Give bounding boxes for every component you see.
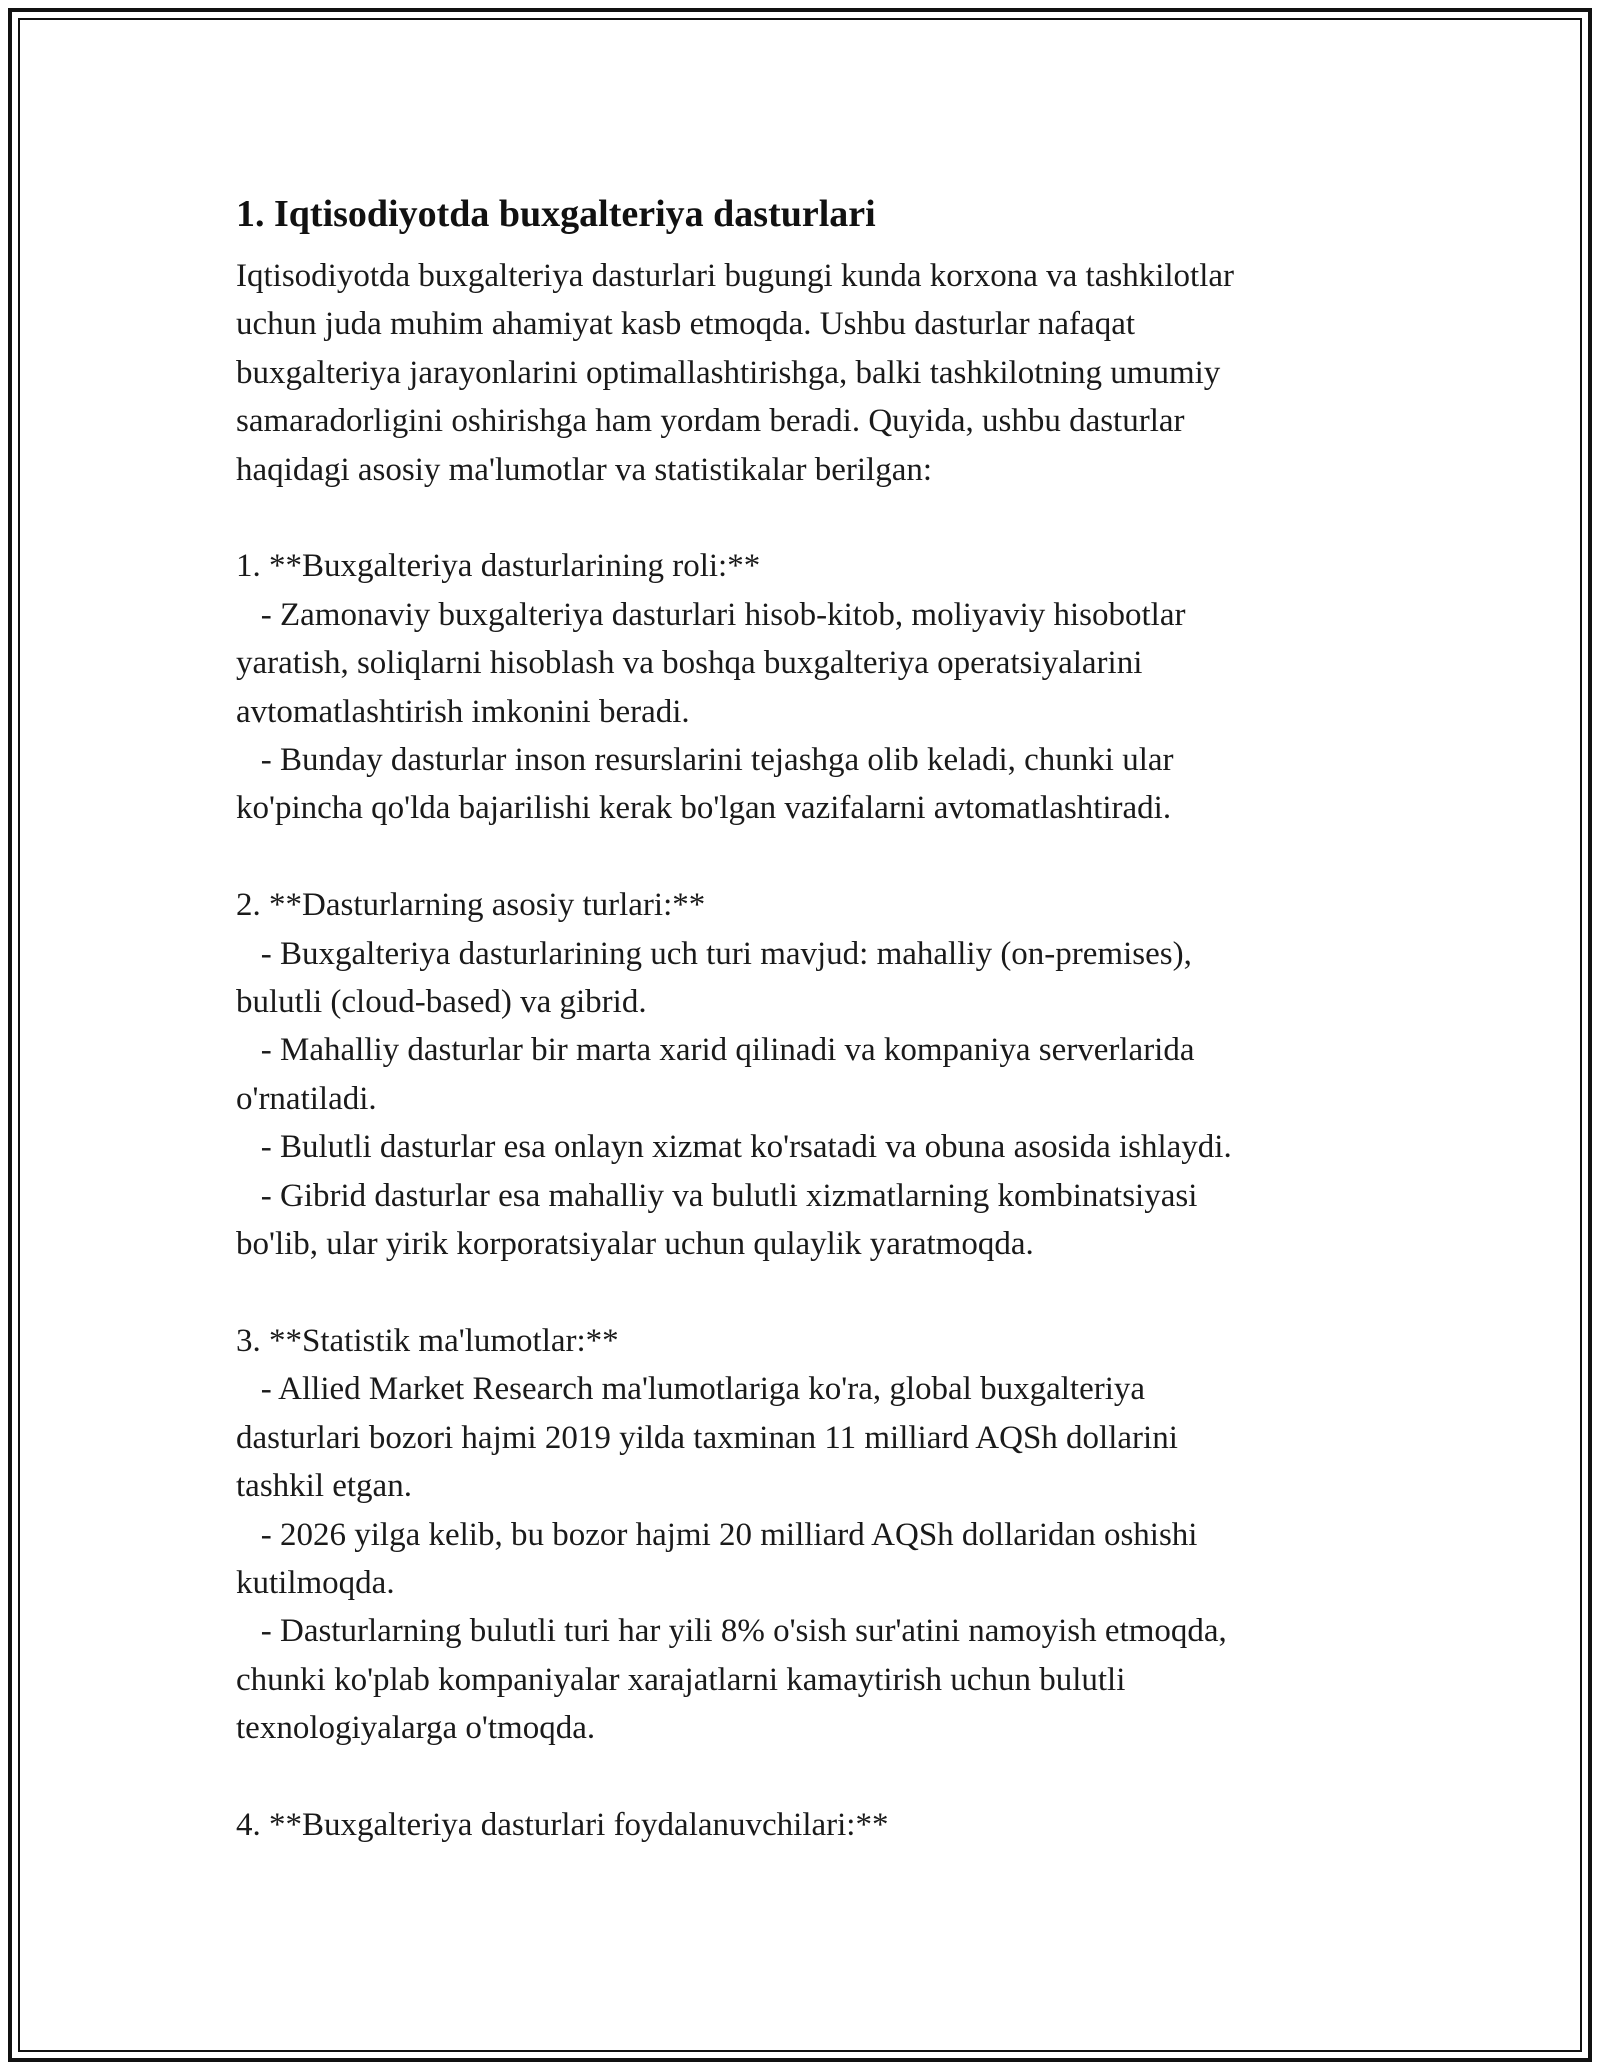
paragraph-gap	[236, 494, 1366, 542]
document-title: 1. Iqtisodiyotda buxgalteriya dasturlari	[236, 193, 876, 235]
paragraph-gap	[236, 833, 1366, 881]
paragraph-gap	[236, 1269, 1366, 1317]
document-body	[236, 188, 1366, 1849]
section-role: 1. **Buxgalteriya dasturlarining roli:** - Zamonaviy buxgalteriya dasturlari hisob-kitob, moliyaviy hisobotlar yaratish, soliqlarni hisoblash va boshqa buxgalteriya operatsiyalarini avtomatlashtirish imkonini beradi. - Bunday dasturlar inson resurslarini tejashga olib keladi, chunki ular ko'pincha qo'lda bajarilishi kerak bo'lgan vazifalarni avtomatlashtiradi.	[236, 548, 1186, 827]
section-types: 2. **Dasturlarning asosiy turlari:** - Buxgalteriya dasturlarining uch turi mavjud: mahalliy (on-premises), bulutli (cloud-based) va gibrid. - Mahalliy dasturlar bir marta xarid qilinadi va kompaniya serverlarida o'rnatiladi. - Bulutli dasturlar esa onlayn xizmat ko'rsatadi va obuna asosida ishlaydi. - Gibrid dasturlar esa mahalliy va bulutli xizmatlarning kombinatsiyasi bo'lib, ular yirik korporatsiyalar uchun qulaylik yaratmoqda.	[236, 887, 1232, 1263]
intro-paragraph: Iqtisodiyotda buxgalteriya dasturlari bugungi kunda korxona va tashkilotlar uchun juda muhim ahamiyat kasb etmoqda. Ushbu dasturlar nafaqat buxgalteriya jarayonlarini optimallashtirishga, balki tashkilotning umumiy samaradorligini oshirishga ham yordam beradi. Quyida, ushbu dasturlar haqidagi asosiy ma'lumotlar va statistikalar berilgan:	[236, 258, 1235, 488]
paragraph-gap	[236, 1753, 1366, 1801]
section-users: 4. **Buxgalteriya dasturlari foydalanuvchilari:**	[236, 1806, 889, 1843]
section-statistics: 3. **Statistik ma'lumotlar:** - Allied Market Research ma'lumotlariga ko'ra, global buxgalteriya dasturlari bozori hajmi 2019 yilda taxminan 11 milliard AQSh dollarini tashkil etgan. - 2026 yilga kelib, bu bozor hajmi 20 milliard AQSh dollaridan oshishi kutilmoqda. - Dasturlarning bulutli turi har yili 8% o'sish sur'atini namoyish etmoqda, chunki ko'plab kompaniyalar xarajatlarni kamaytirish uchun bulutli texnologiyalarga o'tmoqda.	[236, 1322, 1227, 1747]
